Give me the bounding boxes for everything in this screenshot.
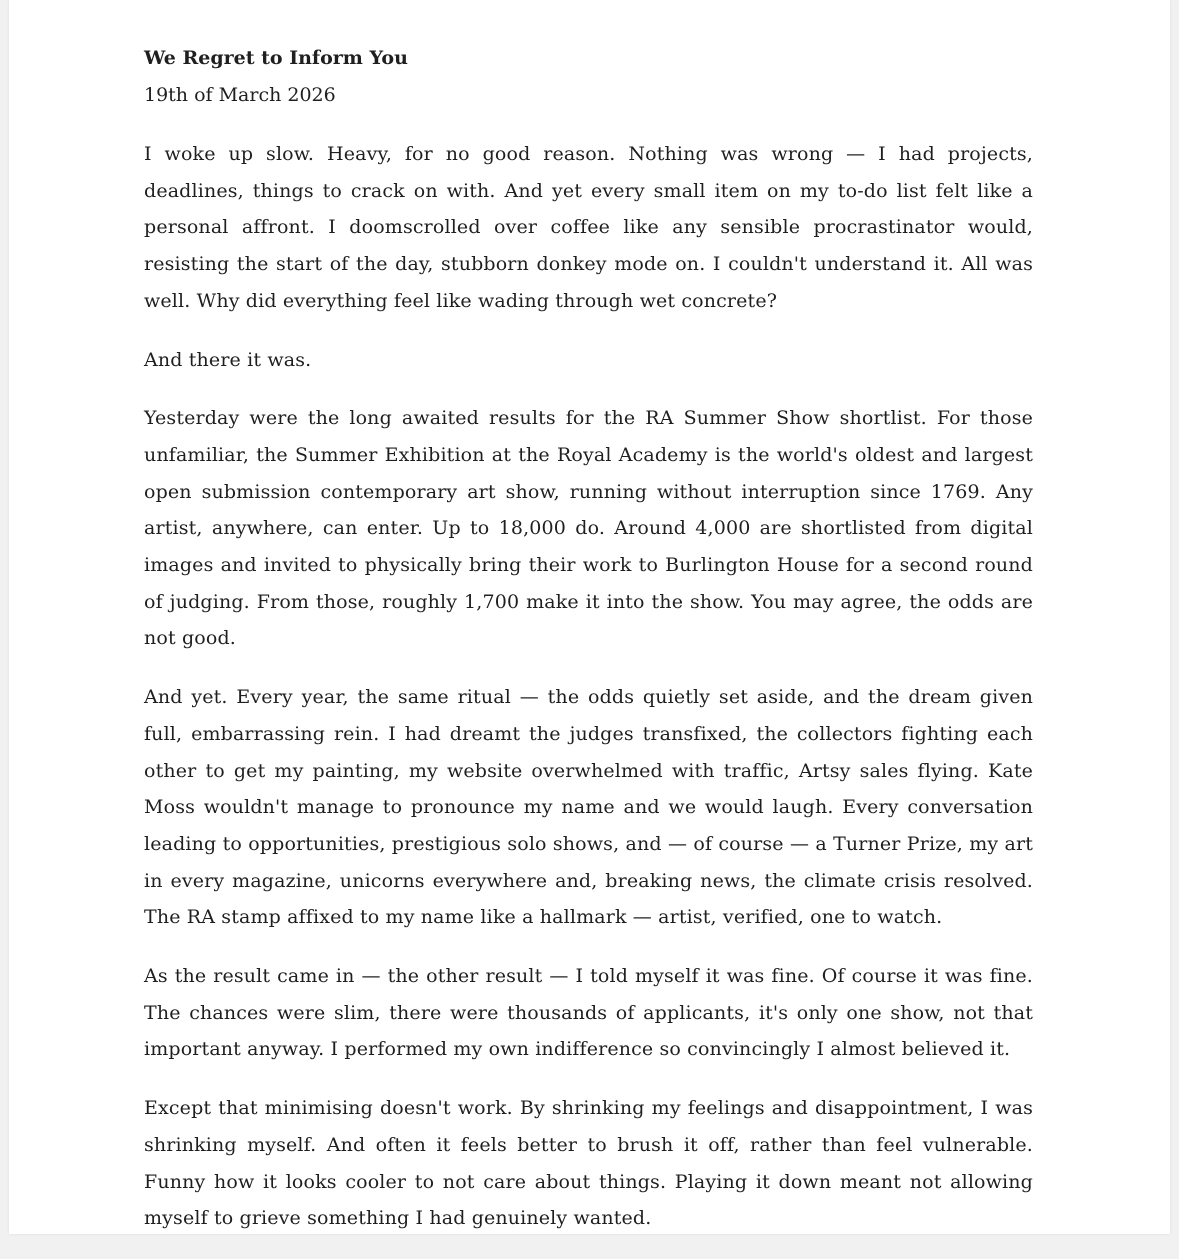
paragraph-4: And yet. Every year, the same ritual — the odds quietly set aside, and the dream given full, embarrassing rein. I had dreamt the judges transfixed, the collectors fighting each other to get my painting, my website overwhelmed with traffic, Artsy sales flying. Kate Moss wouldn't manage to pronounce my name and we would laugh. Every conversation leading to opportunities, prestigious solo shows, and — of course — a Turner Prize, my art in every magazine, unicorns everywhere and, breaking news, the climate crisis resolved. The RA stamp affixed to my name like a hallmark — artist, verified, one to watch. <box>144 686 1033 929</box>
paragraph-3: Yesterday were the long awaited results for the RA Summer Show shortlist. For those unfamiliar, the Summer Exhibition at the Royal Academy is the world's oldest and largest open submission contemporary art show, running without interruption since 1769. Any artist, anywhere, can enter. Up to 18,000 do. Around 4,000 are shortlisted from digital images and invited to physically bring their work to Burlington House for a second round of judging. From those, roughly 1,700 make it into the show. You may agree, the odds are not good. <box>144 407 1033 650</box>
paragraph-6: Except that minimising doesn't work. By shrinking my feelings and disappointment, I was shrinking myself. And often it feels better to brush it off, rather than feel vulnerable. Funny how it looks cooler to not care about things. Playing it down meant not allowing myself to grieve something I had genuinely wanted. <box>144 1097 1033 1230</box>
paragraph-2: And there it was. <box>144 348 312 371</box>
document-body <box>144 40 1033 1259</box>
document-page <box>9 0 1170 1234</box>
document-title: We Regret to Inform You <box>144 47 408 69</box>
document-date: 19th of March 2026 <box>144 84 336 106</box>
paragraph-1: I woke up slow. Heavy, for no good reason. Nothing was wrong — I had projects, deadlines, things to crack on with. And yet every small item on my to-do list felt like a personal affront. I doomscrolled over coffee like any sensible procrastinator would, resisting the start of the day, stubborn donkey mode on. I couldn't understand it. All was well. Why did everything feel like wading through wet concrete? <box>144 143 1033 312</box>
paragraph-5: As the result came in — the other result — I told myself it was fine. Of course it was fine. The chances were slim, there were thousands of applicants, it's only one show, not that important anyway. I performed my own indifference so convincingly I almost believed it. <box>144 965 1033 1061</box>
